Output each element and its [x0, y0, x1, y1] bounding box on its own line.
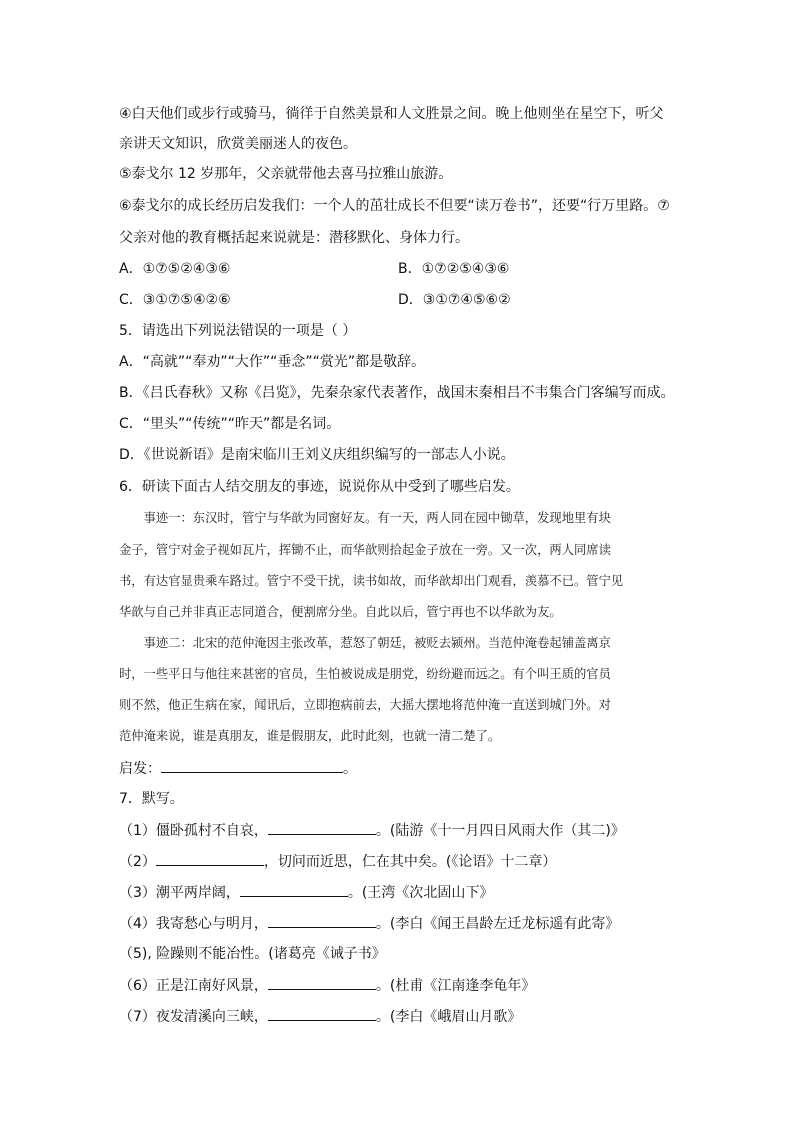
q6-story1-line-1: 事迹一：东汉时，管宁与华歆为同窗好友。有一天，两人同在园中锄草，发现地里有块: [119, 511, 611, 525]
q4-option-c[interactable]: C．③①⑦⑤④②⑥: [119, 292, 231, 308]
q4-option-d[interactable]: D．③①⑦④⑤⑥②: [398, 292, 511, 308]
q7-item-1-prompt: （1）僵卧孤村不自哀，: [119, 823, 268, 839]
q7-item-6-source: 。(杜甫《江南逢李龟年》: [375, 978, 536, 994]
q4-line-3: ⑤泰戈尔 12 岁那年，父亲就带他去喜马拉雅山旅游。: [119, 166, 453, 182]
q7-item-3-source: 。(王湾《次北固山下》: [347, 885, 494, 901]
q7-item-5: [119, 944, 689, 964]
q6-stem: 6．研读下面古人结交朋友的事迹，说说你从中受到了哪些启发。: [119, 479, 520, 495]
q6-story2-line-1: 事迹二：北宋的范仲淹因主张改革，惹怒了朝廷，被贬去颍州。当范仲淹卷起铺盖离京: [119, 636, 611, 650]
q6-story1-line-2: 金子，管宁对金子视如瓦片，挥锄不止，而华歆则拾起金子放在一旁。又一次，两人同席读: [119, 543, 611, 557]
q4-option-b[interactable]: B．①⑦②⑤④③⑥: [398, 261, 510, 277]
q5-option-c[interactable]: C．“里头”“传统”“昨天”都是名词。: [119, 416, 341, 432]
q6-story1-line-3: 书，有达官显贵乘车路过。管宁不受干扰，读书如故，而华歆却出门观看，羡慕不已。管宁见: [119, 574, 624, 588]
q7-item-7: [119, 1006, 689, 1027]
q7-item-1-blank[interactable]: [268, 820, 376, 835]
q7-item-1-source: 。(陆游《十一月四日风雨大作（其二)》: [375, 823, 625, 839]
q7-item-6: [119, 975, 689, 996]
q5-option-d[interactable]: D．《世说新语》是南宋临川王刘义庆组织编写的一部志人小说。: [119, 447, 515, 463]
q7-item-3-prompt: （3）潮平两岸阔，: [119, 885, 240, 901]
q6-answer-row: [119, 758, 689, 779]
q7-item-7-blank[interactable]: [268, 1006, 376, 1021]
q6-story2-line-4: 范仲淹来说，谁是真朋友，谁是假朋友，此时此刻，也就一清二楚了。: [119, 729, 501, 743]
q6-answer-end: 。: [343, 761, 357, 777]
q6-story2-line-3: 则不然，他正生病在家，闻讯后，立即抱病前去，大摇大摆地将范仲淹一直送到城门外。对: [119, 698, 611, 712]
q4-line-2: 亲讲天文知识，欣赏美丽迷人的夜色。: [119, 136, 357, 152]
q7-item-7-prompt: （7）夜发清溪向三峡，: [119, 1009, 268, 1025]
q6-story2-line-2: 时，一些平日与他往来甚密的官员，生怕被说成是朋党，纷纷避而远之。有个叫王质的官员: [119, 667, 611, 681]
q4-line-1: ④白天他们或步行或骑马，徜徉于自然美景和人文胜景之间。晚上他则坐在星空下，听父: [119, 106, 664, 122]
q7-item-2-prompt: （2）: [119, 854, 156, 870]
q4-line-5: 父亲对他的教育概括起来说就是：潜移默化、身体力行。: [119, 230, 469, 246]
q7-item-4: [119, 913, 689, 934]
q6-answer-blank[interactable]: [161, 758, 343, 773]
q7-item-2: [119, 851, 689, 872]
q7-item-7-source: 。(李白《峨眉山月歌》: [375, 1009, 522, 1025]
q5-stem: 5．请选出下列说法错误的一项是（ ）: [119, 323, 357, 339]
q4-option-a[interactable]: A．①⑦⑤②④③⑥: [119, 261, 231, 277]
q5-option-b[interactable]: B．《吕氏春秋》又称《吕览》，先秦杂家代表著作，战国末秦相吕不韦集合门客编写而成。: [119, 385, 675, 401]
q7-item-3: [119, 882, 689, 903]
q5-option-a[interactable]: A．“高就”“奉劝”“大作”“垂念”“赏光”都是敬辞。: [119, 354, 426, 370]
q7-item-4-source: 。(李白《闻王昌龄左迁龙标遥有此寄》: [375, 916, 620, 932]
q7-item-2-blank[interactable]: [156, 851, 264, 866]
q6-story1-line-4: 华歆与自己并非真正志同道合，便割席分坐。自此以后，管宁再也不以华歆为友。: [119, 605, 562, 619]
q7-item-6-prompt: （6）正是江南好风景，: [119, 978, 268, 994]
q4-line-4: ⑥泰戈尔的成长经历启发我们：一个人的茁壮成长不但要“读万卷书”，还要“行万里路。⑦: [119, 198, 670, 214]
q7-item-4-prompt: （4）我寄愁心与明月，: [119, 916, 268, 932]
q7-stem: 7．默写。: [119, 791, 184, 807]
q7-item-3-blank[interactable]: [240, 882, 348, 897]
q7-item-2-source: ，切问而近思，仁在其中矣。(《论语》十二章）: [263, 854, 557, 870]
q7-item-6-blank[interactable]: [268, 975, 376, 990]
q7-item-5-prompt: （5), 险躁则不能冶性。(诸葛亮《诫子书》: [119, 946, 386, 962]
q7-item-4-blank[interactable]: [268, 913, 376, 928]
q6-answer-label: 启发：: [119, 761, 161, 777]
q7-item-1: [119, 820, 689, 841]
